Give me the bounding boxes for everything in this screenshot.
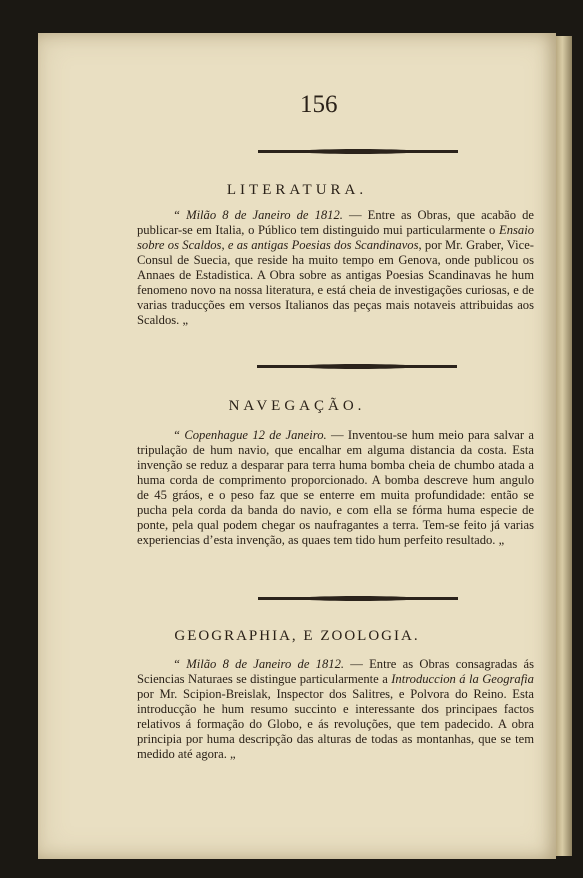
paragraph-text: — Entre as Obras consagradas ás Sciencias Naturaes se distingue particularmente a <box>137 657 534 686</box>
divider-rule <box>257 365 457 368</box>
section-heading-geographia: GEOGRAPHIA, E ZOOLOGIA. <box>174 628 420 644</box>
section-paragraph-geographia <box>137 657 534 762</box>
divider-rule <box>258 150 458 153</box>
page-edge <box>556 36 572 856</box>
paragraph-dateline: “ Milão 8 de Janeiro de 1812. <box>173 657 345 671</box>
paragraph-text: — Inventou-se hum meio para salvar a tripulação de hum navio, que encalhar em alguma distancia da costa. Esta invenção se reduz a desparar para terra huma bomba cheia de chumbo atada a huma corda de comprimento proporcionado. A bomba descreve hum angulo de 45 gráos, e o peso faz que se enterre em muita profundidade: então se pucha pela corda da banda do navio, e com ella se fórma huma especie de ponte, pela qual podem chegar os naufragantes a terra. Tem-se feito já varias experiencias d’esta invenção, as quaes tem tido hum perfeito resultado. „ <box>137 428 534 547</box>
section-paragraph-literatura <box>137 208 534 328</box>
work-title: Introduccion á la Geografia <box>391 672 534 686</box>
paragraph-text: por Mr. Scipion-Breislak, Inspector dos Salitres, e Polvora do Reino. Esta introducção he hum resumo succinto e interessante dos principaes factos relativos á formação do Globo, e ás revoluções, que tem padecido. A obra principia por huma descripção das alturas de todas as montanhas, que se tem medido até agora. „ <box>137 687 534 761</box>
section-heading-navegacao: NAVEGAÇÃO. <box>228 398 366 414</box>
divider-rule <box>258 597 458 600</box>
page-number: 156 <box>300 91 338 118</box>
work-title: Ensaio sobre os Scaldos, e as antigas Poesias dos Scandinavos <box>137 223 534 252</box>
paragraph-text: — Entre as Obras, que acabão de publicar-se em Italia, o Público tem distinguido mui particularmente o <box>137 208 534 237</box>
paragraph-dateline: “ Copenhague 12 de Janeiro. <box>173 428 327 442</box>
paragraph-dateline: “ Milão 8 de Janeiro de 1812. <box>173 208 343 222</box>
section-paragraph-navegacao <box>137 428 534 548</box>
paragraph-text: , por Mr. Graber, Vice-Consul de Suecia, que reside ha muito tempo em Genova, onde publicou os Annaes de Estadistica. A Obra sobre as antigas Poesias Scandinavas he hum fenomeno novo na nossa literatura, e está cheia de investigações curiosas, e de varias traducções em versos Italianos das peças mais notaveis attribuidas aos Scaldos. „ <box>137 238 534 327</box>
section-heading-literatura: LITERATURA. <box>226 182 368 198</box>
